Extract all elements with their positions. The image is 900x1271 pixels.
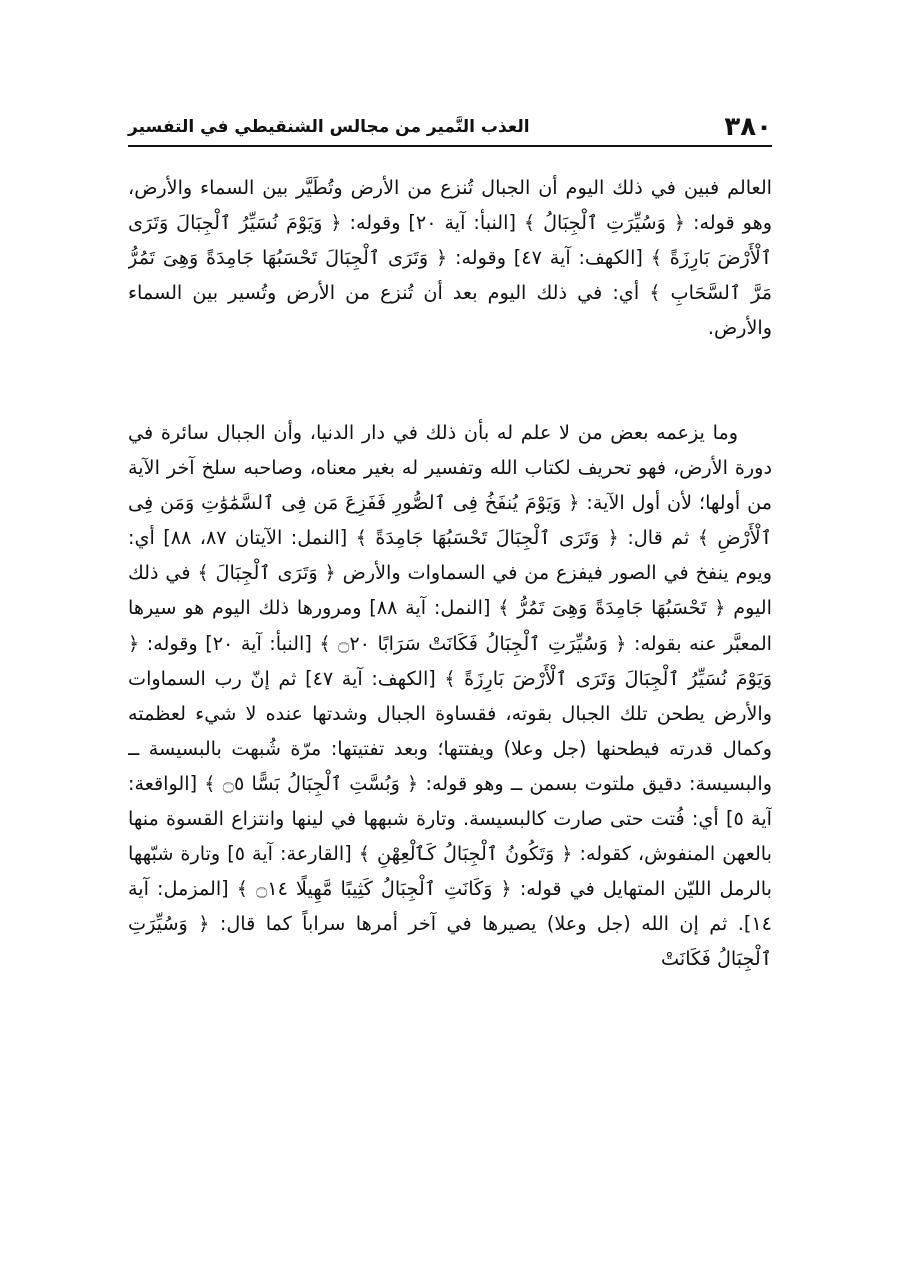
body-text xyxy=(128,170,772,1185)
paragraph-1: العالم فبين في ذلك اليوم أن الجبال تُنزع من الأرض وتُطَيَّر بين السماء والأرض، وهو قوله: ﴿ وَسُيِّرَتِ ٱلْجِبَالُ ﴾ [النبأ: آية ٢٠] وقوله: ﴿ وَيَوْمَ نُسَيِّرُ ٱلْجِبَالَ وَتَرَى ٱلْأَرْضَ بَارِزَةً ﴾ [الكهف: آية ٤٧] وقوله: ﴿ وَتَرَى ٱلْجِبَالَ تَحْسَبُهَا جَامِدَةً وَهِىَ تَمُرُّ مَرَّ ٱلسَّحَابِ ﴾ أي: في ذلك اليوم بعد أن تُنزع من الأرض وتُسير بين السماء والأرض. xyxy=(128,176,772,340)
running-title: العذب النَّمير من مجالس الشنقيطي في التفسير xyxy=(128,117,530,137)
page-header xyxy=(128,108,772,142)
page-number: ٣٨٠ xyxy=(724,112,772,142)
paragraph-2: وما يزعمه بعض من لا علم له بأن ذلك في دار الدنيا، وأن الجبال سائرة في دورة الأرض، فهو تحريف لكتاب الله وتفسير له بغير معناه، وصاحبه سلخ آخر الآية من أولها؛ لأن أول الآية: ﴿ وَيَوْمَ يُنفَخُ فِى ٱلصُّورِ فَفَزِعَ مَن فِى ٱلسَّمَٰوَٰتِ وَمَن فِى ٱلْأَرْضِ ﴾ ثم قال: ﴿ وَتَرَى ٱلْجِبَالَ تَحْسَبُهَا جَامِدَةً ﴾ [النمل: الآيتان ٨٧، ٨٨] أي: ويوم ينفخ في الصور فيفزع من في السماوات والأرض ﴿ وَتَرَى ٱلْجِبَالَ ﴾ في ذلك اليوم ﴿ تَحْسَبُهَا جَامِدَةً وَهِىَ تَمُرُّ ﴾ [النمل: آية ٨٨] ومرورها ذلك اليوم هو سيرها المعبَّر عنه بقوله: ﴿ وَسُيِّرَتِ ٱلْجِبَالُ فَكَانَتْ سَرَابًا ۝٢٠ ﴾ [النبأ: آية ٢٠] وقوله: ﴿ وَيَوْمَ نُسَيِّرُ ٱلْجِبَالَ وَتَرَى ٱلْأَرْضَ بَارِزَةً ﴾ [الكهف: آية ٤٧] ثم إنّ رب السماوات والأرض يطحن تلك الجبال بقوته، فقساوة الجبال وشدتها عنده لا شيء لعظمته وكمال قدرته فيطحنها (جل وعلا) ويفتتها؛ وبعد تفتيتها: مرّة شُبهت بالبسيسة ــ والبسيسة: دقيق ملتوت بسمن ــ وهو قوله: ﴿ وَبُسَّتِ ٱلْجِبَالُ بَسًّا ۝٥ ﴾ [الواقعة: آية ٥] أي: فُتت حتى صارت كالبسيسة. وتارة شبهها في لينها وانتزاع القسوة منها بالعهن المنفوش، كقوله: ﴿ وَتَكُونُ ٱلْجِبَالُ كَٱلْعِهْنِ ﴾ [القارعة: آية ٥] وتارة شبّهها بالرمل الليّن المتهايل في قوله: ﴿ وَكَانَتِ ٱلْجِبَالُ كَثِيبًا مَّهِيلًا ۝١٤ ﴾ [المزمل: آية ١٤]. ثم إن الله (جل وعلا) يصيرها في آخر أمرها سراباً كما قال: ﴿ وَسُيِّرَتِ ٱلْجِبَالُ فَكَانَتْ xyxy=(128,421,772,971)
header-divider xyxy=(128,145,772,147)
